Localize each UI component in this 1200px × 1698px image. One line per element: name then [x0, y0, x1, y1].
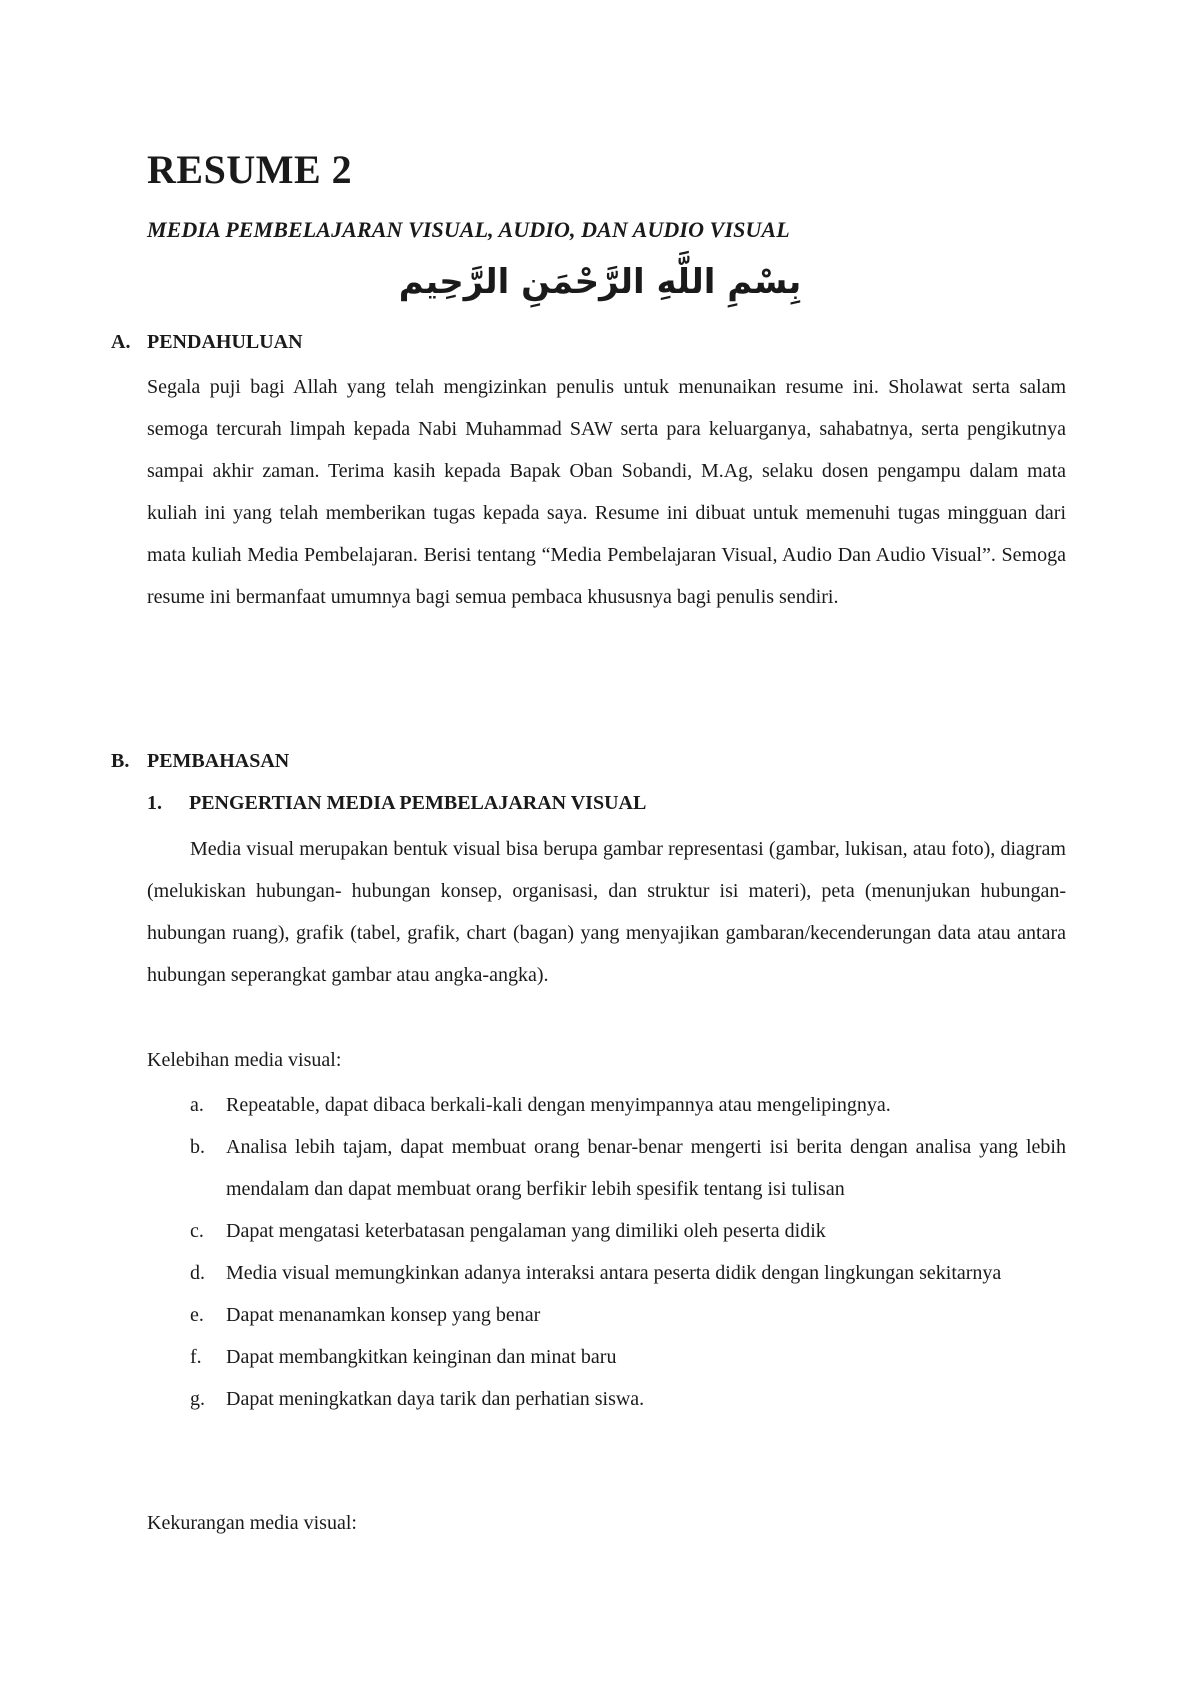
- list-item: [190, 1252, 1066, 1294]
- section-b-letter: B.: [111, 750, 130, 772]
- section-a-letter: A.: [111, 331, 131, 353]
- list-text: Dapat membangkitkan keinginan dan minat baru: [226, 1346, 617, 1368]
- list-item: [190, 1336, 1066, 1378]
- list-marker: b.: [190, 1136, 205, 1158]
- subsection-1-title: PENGERTIAN MEDIA PEMBELAJARAN VISUAL: [189, 792, 647, 814]
- subsection-1-number: 1.: [147, 792, 162, 814]
- list-item: [190, 1126, 1066, 1210]
- section-a-title: PENDAHULUAN: [147, 331, 303, 353]
- list-item: [190, 1378, 1066, 1420]
- list-marker: c.: [190, 1220, 204, 1242]
- list-marker: f.: [190, 1346, 202, 1368]
- subsection-1-heading: [147, 792, 646, 815]
- list-marker: e.: [190, 1304, 204, 1326]
- disadvantages-label: Kekurangan media visual:: [147, 1512, 357, 1534]
- section-a-paragraph: Segala puji bagi Allah yang telah mengizinkan penulis untuk menunaikan resume ini. Sholawat serta salam semoga tercurah limpah kepada Nabi Muhammad SAW serta para keluarganya, sahabatnya, serta pengikutnya sampai akhir zaman. Terima kasih kepada Bapak Oban Sobandi, M.Ag, selaku dosen pengampu dalam mata kuliah ini yang telah memberikan tugas kepada saya. Resume ini dibuat untuk memenuhi tugas mingguan dari mata kuliah Media Pembelajaran. Berisi tentang “Media Pembelajaran Visual, Audio Dan Audio Visual”. Semoga resume ini bermanfaat umumnya bagi semua pembaca khususnya bagi penulis sendiri.: [147, 376, 1066, 608]
- section-b-title: PEMBAHASAN: [147, 750, 290, 772]
- list-marker: a.: [190, 1094, 204, 1116]
- list-item: [190, 1210, 1066, 1252]
- advantages-label: Kelebihan media visual:: [147, 1049, 342, 1071]
- document-subtitle: MEDIA PEMBELAJARAN VISUAL, AUDIO, DAN AUDIO VISUAL: [147, 217, 790, 242]
- document-title: RESUME 2: [147, 147, 353, 192]
- list-text: Repeatable, dapat dibaca berkali-kali dengan menyimpannya atau mengelipingnya.: [226, 1094, 891, 1116]
- basmala-text: بِسْمِ اللَّهِ الرَّحْمَنِ الرَّحِيم: [398, 262, 802, 302]
- list-marker: g.: [190, 1388, 205, 1410]
- list-text: Analisa lebih tajam, dapat membuat orang benar-benar mengerti isi berita dengan analisa yang lebih mendalam dan dapat membuat orang berfikir lebih spesifik tentang isi tulisan: [226, 1136, 1066, 1200]
- list-text: Media visual memungkinkan adanya interaksi antara peserta didik dengan lingkungan sekitarnya: [226, 1262, 1002, 1284]
- list-text: Dapat mengatasi keterbatasan pengalaman yang dimiliki oleh peserta didik: [226, 1220, 826, 1242]
- section-b-heading: [111, 750, 289, 773]
- list-item: [190, 1084, 1066, 1126]
- advantages-list: [190, 1084, 1066, 1420]
- list-text: Dapat meningkatkan daya tarik dan perhatian siswa.: [226, 1388, 645, 1410]
- section-a-heading: [111, 331, 303, 354]
- subsection-1-paragraph: Media visual merupakan bentuk visual bisa berupa gambar representasi (gambar, lukisan, atau foto), diagram (melukiskan hubungan- hubungan konsep, organisasi, dan struktur isi materi), peta (menunjukan hubungan-hubungan ruang), grafik (tabel, grafik, chart (bagan) yang menyajikan gambaran/kecenderungan data atau antara hubungan seperangkat gambar atau angka-angka).: [147, 838, 1066, 986]
- list-marker: d.: [190, 1262, 205, 1284]
- list-text: Dapat menanamkan konsep yang benar: [226, 1304, 541, 1326]
- list-item: [190, 1294, 1066, 1336]
